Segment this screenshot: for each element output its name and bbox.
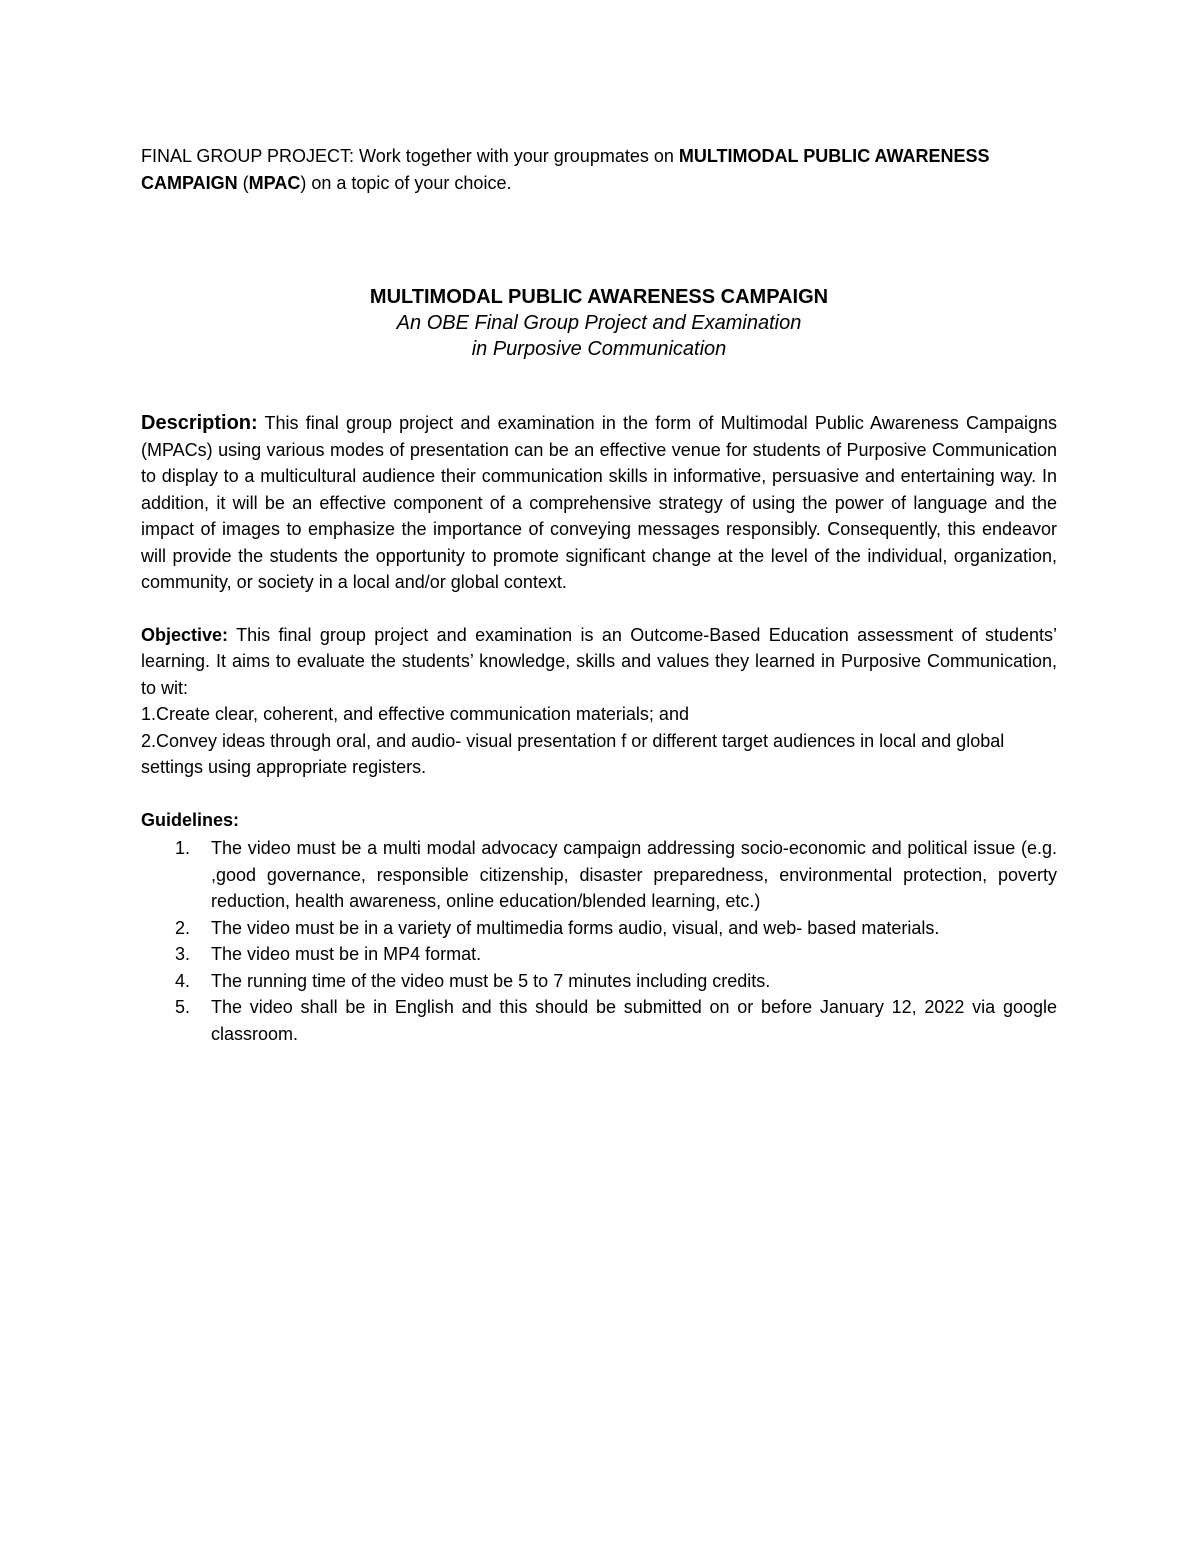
guideline-number: 2. bbox=[175, 917, 191, 938]
intro-suffix: ) on a topic of your choice. bbox=[300, 172, 512, 193]
guideline-number: 5. bbox=[175, 997, 191, 1017]
guideline-item-5 bbox=[141, 994, 1057, 1047]
title-block bbox=[141, 284, 1057, 362]
intro-abbr: MPAC bbox=[248, 172, 301, 193]
description-paragraph bbox=[141, 410, 1057, 596]
guideline-text: The video must be in MP4 format. bbox=[211, 944, 482, 964]
guideline-item-4 bbox=[141, 968, 1057, 995]
guidelines-heading: Guidelines: bbox=[141, 809, 240, 830]
guideline-text: The video shall be in English and this should be submitted on or before January 12, 2022 via google classroom. bbox=[211, 997, 1057, 1044]
guideline-item-1 bbox=[141, 835, 1057, 915]
description-text: This final group project and examination in the form of Multimodal Public Awareness Campaigns (MPACs) using various modes of presentation can be an effective venue for students of Purposive Communication to display to a multicultural audience their communication skills in informative, persuasive and entertaining way. In addition, it will be an effective component of a comprehensive strategy of using the power of language and the impact of images to emphasize the importance of conveying messages responsibly. Consequently, this endeavor will provide the students the opportunity to promote significant change at the level of the individual, organization, community, or society in a local and/or global context. bbox=[141, 413, 1057, 592]
description-label: Description: bbox=[141, 412, 258, 434]
objective-text: This final group project and examination is an Outcome-Based Education assessment of students’ learning. It aims to evaluate the students’ knowledge, skills and values they learned in Purposive Communication, to wit: bbox=[141, 624, 1057, 698]
guideline-number: 4. bbox=[175, 970, 191, 991]
guideline-text: The running time of the video must be 5 to 7 minutes including credits. bbox=[211, 970, 771, 991]
intro-middle: ( bbox=[237, 172, 249, 193]
document-body bbox=[141, 143, 1057, 1047]
objective-paragraph bbox=[141, 622, 1057, 702]
guideline-item-3 bbox=[141, 941, 1057, 968]
guideline-text: The video must be in a variety of multimedia forms audio, visual, and web- based materials. bbox=[211, 917, 940, 938]
intro-paragraph bbox=[141, 143, 1057, 196]
guideline-item-2 bbox=[141, 915, 1057, 942]
guideline-text: The video must be a multi modal advocacy campaign addressing socio-economic and political issue (e.g. ,good governance, responsible citizenship, disaster preparedness, environmental protection, poverty reduction, health awareness, online education/blended learning, etc.) bbox=[211, 838, 1057, 911]
objective-label: Objective: bbox=[141, 624, 229, 645]
guideline-number: 3. bbox=[175, 944, 191, 964]
guideline-number: 1. bbox=[175, 838, 191, 858]
document-subtitle-line2: in Purposive Communication bbox=[471, 338, 727, 360]
document-subtitle-line1: An OBE Final Group Project and Examination bbox=[396, 312, 802, 334]
intro-prefix: FINAL GROUP PROJECT: Work together with your groupmates on bbox=[141, 146, 679, 166]
guidelines-list bbox=[141, 835, 1057, 1047]
objective-point-2: 2.Convey ideas through oral, and audio- visual presentation f or different target audiences in local and global settings using appropriate registers. bbox=[141, 730, 1005, 777]
intro-topic: MULTIMODAL PUBLIC AWARENESS CAMPAIGN bbox=[141, 146, 990, 193]
document-title: MULTIMODAL PUBLIC AWARENESS CAMPAIGN bbox=[369, 286, 829, 308]
objective-point-1: 1.Create clear, coherent, and effective communication materials; and bbox=[141, 704, 689, 724]
